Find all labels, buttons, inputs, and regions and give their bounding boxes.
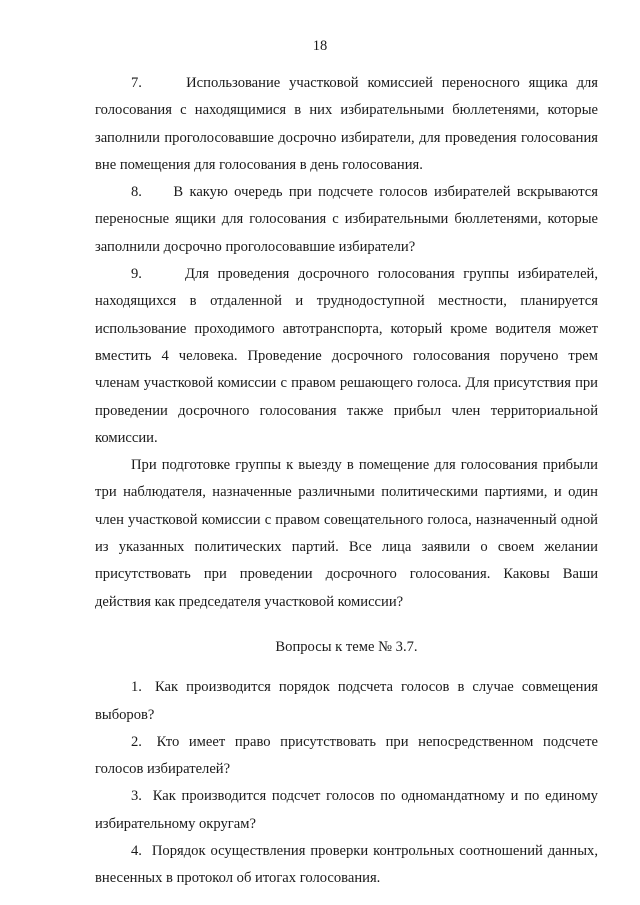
question-number: 2. bbox=[131, 733, 142, 750]
topic-question-4 bbox=[95, 838, 598, 893]
topic-question-2 bbox=[95, 729, 598, 784]
topic-question-3 bbox=[95, 783, 598, 838]
question-text: Как производится порядок подсчета голосов в случае совмещения выборов? bbox=[95, 679, 598, 723]
question-9 bbox=[95, 261, 598, 452]
question-text: Кто имеет право присутствовать при непосредственном подсчете голосов избирателей? bbox=[95, 733, 598, 778]
question-number: 1. bbox=[131, 679, 142, 696]
topic-question-1 bbox=[95, 674, 598, 729]
question-text: Порядок осуществления проверки контрольных соотношений данных, внесенных в протокол об итогах голосования. bbox=[95, 843, 598, 887]
question-text: Для проведения досрочного голосования группы избирателей, находящихся в отдаленной и труднодоступной местности, планируется использование проходимого автотранспорта, который кроме водителя может вместить 4 человека. Проведение досрочного голосования поручено трем членам участковой комиссии с правом решающего голоса. Для присутствия при проведении досрочного голосования также прибыл член территориальной комиссии. bbox=[95, 266, 598, 446]
question-7 bbox=[95, 70, 598, 179]
question-9-continuation: При подготовке группы к выезду в помещение для голосования прибыли три наблюдателя, назначенные различными политическими партиями, и один член участковой комиссии с правом совещательного голоса, назначенный одной из указанных политических партий. Все лица заявили о своем желании присутствовать при проведении досрочного голосования. Каковы Ваши действия как председателя участковой комиссии? bbox=[95, 457, 598, 610]
page-number: 18 bbox=[312, 38, 328, 54]
question-number: 9. bbox=[131, 266, 142, 283]
section-heading: Вопросы к теме № 3.7. bbox=[275, 638, 418, 655]
question-text: Как производится подсчет голосов по одномандатному и по единому избирательному округам? bbox=[95, 788, 598, 832]
question-8 bbox=[95, 179, 598, 261]
question-number: 4. bbox=[131, 843, 142, 860]
question-number: 8. bbox=[131, 184, 142, 201]
question-number: 3. bbox=[131, 788, 142, 805]
question-number: 7. bbox=[131, 75, 142, 91]
question-text: В какую очередь при подсчете голосов избирателей вскрываются переносные ящики для голосования с избирательными бюллетенями, которые заполнили досрочно проголосовавшие избиратели? bbox=[95, 184, 598, 255]
question-text: Использование участковой комиссией переносного ящика для голосования с находящимися в них избирательными бюллетенями, которые заполнили проголосовавшие досрочно избиратели, для проведения голосования вне помещения для голосования в день голосования. bbox=[95, 75, 598, 173]
document-body bbox=[95, 70, 598, 893]
